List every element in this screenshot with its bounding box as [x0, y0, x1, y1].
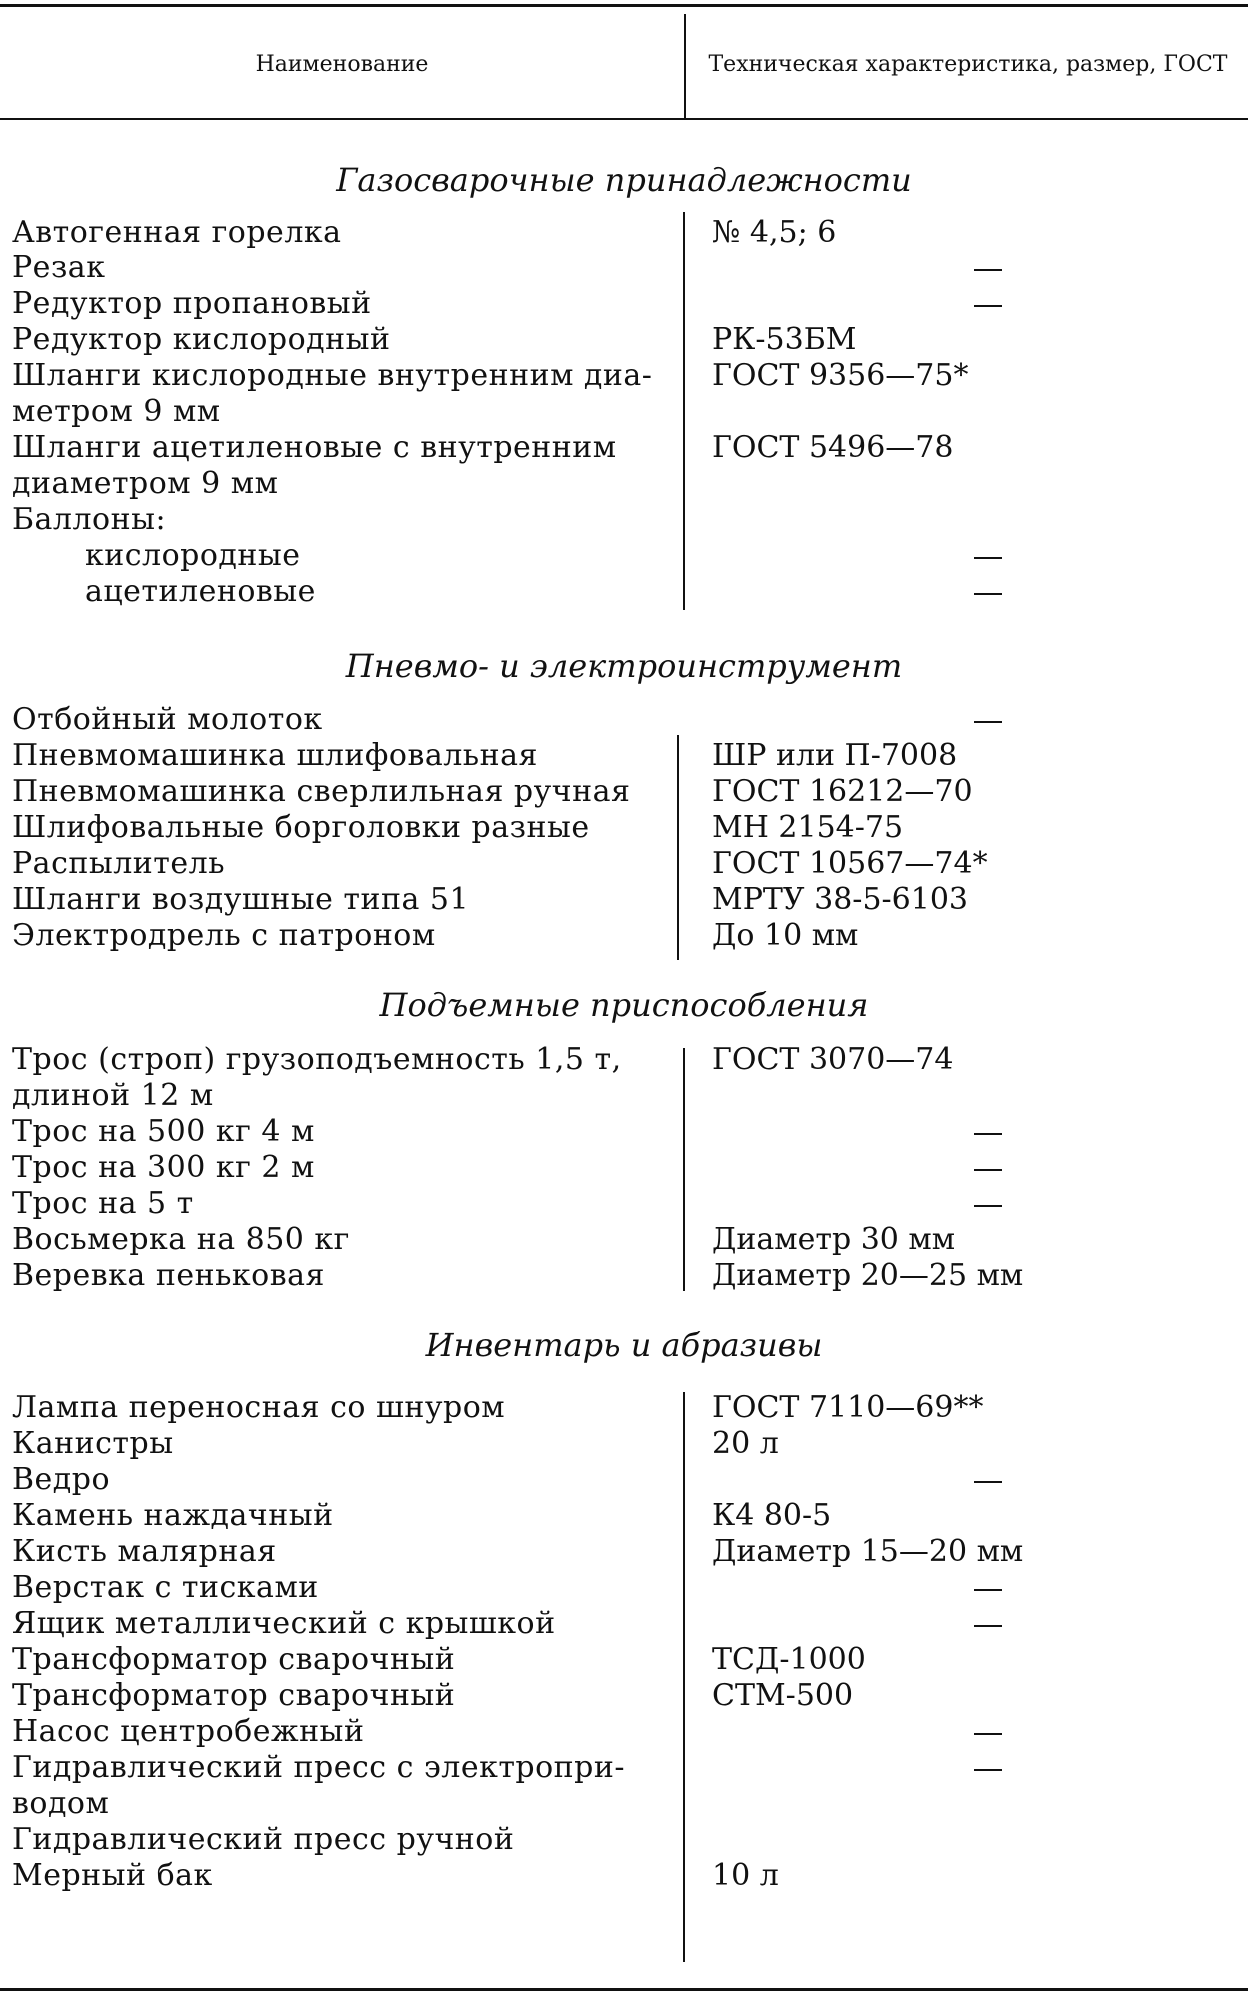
row-spec: ГОСТ 7110—69** [712, 1390, 984, 1425]
row-name: Трансформатор сварочный [12, 1678, 456, 1713]
row-spec: 10 л [712, 1858, 779, 1893]
row-spec: ТСД-1000 [712, 1642, 866, 1677]
dash-mark [974, 1589, 1002, 1591]
section-title-inventory: Инвентарь и абразивы [425, 1326, 823, 1364]
table-top-rule [0, 4, 1248, 7]
row-name: Восьмерка на 850 кг [12, 1222, 350, 1257]
row-name: Трос на 5 т [12, 1186, 194, 1221]
section-title-lifting: Подъемные приспособления [379, 986, 869, 1024]
column-header-name: Наименование [255, 52, 429, 77]
row-name: Распылитель [12, 846, 226, 881]
row-name: Гидравлический пресс ручной [12, 1822, 515, 1857]
row-name: Шланги кислородные внутренним диа- метром 9 мм [12, 358, 653, 429]
row-name: Баллоны: [12, 502, 167, 537]
dash-mark [974, 1769, 1002, 1771]
row-name: кислородные [85, 538, 301, 573]
row-spec: ШР или П-7008 [712, 738, 958, 773]
row-spec: До 10 мм [712, 918, 859, 953]
dash-mark [974, 1133, 1002, 1135]
row-spec: СТМ-500 [712, 1678, 854, 1713]
row-name: Электродрель с патроном [12, 918, 436, 953]
row-name: Мерный бак [12, 1858, 213, 1893]
row-name: Трансформатор сварочный [12, 1642, 456, 1677]
row-name: Шлифовальные борголовки разные [12, 810, 590, 845]
row-name: Редуктор пропановый [12, 286, 372, 321]
row-spec: ГОСТ 10567—74* [712, 846, 988, 881]
dash-mark [974, 593, 1002, 595]
row-name: Кисть малярная [12, 1534, 277, 1569]
row-name: Лампа переносная со шнуром [12, 1390, 506, 1425]
row-spec: № 4,5; 6 [712, 215, 837, 250]
row-spec: Диаметр 15—20 мм [712, 1534, 1024, 1569]
row-name: Резак [12, 250, 106, 285]
section-title-gas-welding: Газосварочные принадлежности [336, 161, 912, 199]
dash-mark [974, 269, 1002, 271]
column-divider [683, 1392, 685, 1962]
dash-mark [974, 1481, 1002, 1483]
dash-mark [974, 1733, 1002, 1735]
header-bottom-rule [0, 118, 1248, 120]
row-spec: 20 л [712, 1426, 779, 1461]
row-spec: К4 80-5 [712, 1498, 832, 1533]
row-name: Пневмомашинка шлифовальная [12, 738, 538, 773]
dash-mark [974, 1169, 1002, 1171]
dash-mark [974, 1205, 1002, 1207]
header-column-divider [684, 14, 686, 118]
column-header-spec: Техническая характеристика, размер, ГОСТ [708, 52, 1228, 77]
row-spec: ГОСТ 5496—78 [712, 430, 954, 465]
row-name: Трос (строп) грузоподъемность 1,5 т, длиной 12 м [12, 1042, 622, 1113]
row-name: Насос центробежный [12, 1714, 365, 1749]
row-name: Пневмомашинка сверлильная ручная [12, 774, 631, 809]
row-name: Трос на 300 кг 2 м [12, 1150, 315, 1185]
row-name: ацетиленовые [85, 574, 316, 609]
column-divider [683, 1048, 685, 1291]
row-name: Трос на 500 кг 4 м [12, 1114, 315, 1149]
table-bottom-rule [0, 1988, 1248, 1991]
row-spec: МН 2154-75 [712, 810, 904, 845]
row-spec: РК-53БМ [712, 322, 857, 357]
row-name: Гидравлический пресс с электропри- водом [12, 1750, 626, 1821]
row-spec: МРТУ 38-5-6103 [712, 882, 969, 917]
row-name: Шланги воздушные типа 51 [12, 882, 470, 917]
row-name: Шланги ацетиленовые с внутренним диаметром 9 мм [12, 430, 617, 501]
row-name: Веревка пеньковая [12, 1258, 325, 1293]
row-spec: ГОСТ 16212—70 [712, 774, 973, 809]
row-name: Ведро [12, 1462, 111, 1497]
row-name: Ящик металлический с крышкой [12, 1606, 556, 1641]
row-spec: ГОСТ 9356—75* [712, 358, 969, 393]
row-spec: ГОСТ 3070—74 [712, 1042, 954, 1077]
row-spec: Диаметр 20—25 мм [712, 1258, 1024, 1293]
dash-mark [974, 557, 1002, 559]
row-name: Канистры [12, 1426, 174, 1461]
dash-mark [974, 721, 1002, 723]
section-title-pneumo-electro: Пневмо- и электроинструмент [345, 647, 903, 685]
row-name: Верстак с тисками [12, 1570, 319, 1605]
column-divider [677, 735, 679, 960]
row-name: Отбойный молоток [12, 702, 323, 737]
row-spec: Диаметр 30 мм [712, 1222, 956, 1257]
row-name: Автогенная горелка [12, 215, 342, 250]
dash-mark [974, 1625, 1002, 1627]
row-name: Редуктор кислородный [12, 322, 391, 357]
row-name: Камень наждачный [12, 1498, 334, 1533]
dash-mark [974, 305, 1002, 307]
